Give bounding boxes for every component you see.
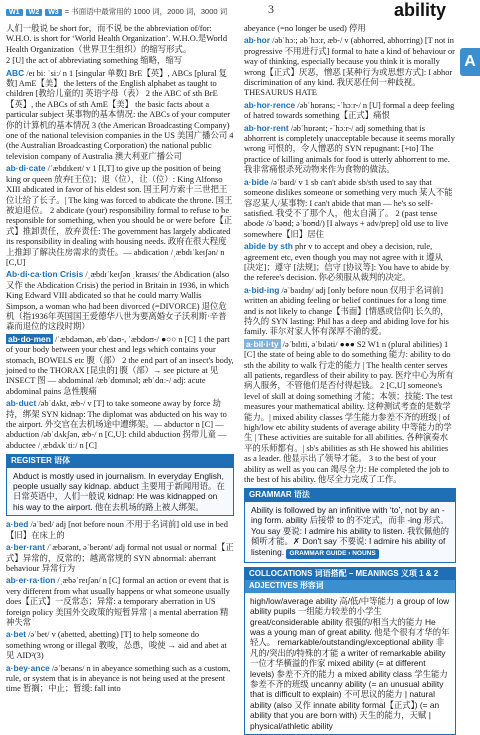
- entry-body: phr v to accept and obey a decision, rule, agreement etc, even though you may not agree with it 遵从 [决定]；遵守 [法规]；信守 [协议等]: You have to abide by the referee's decision. 你必须服从裁判的决定。: [244, 242, 450, 283]
- entry-body: /əbˈhɔː; əbˈhɔːr, æb-/ v (abhorred, abhorring) [T not in progressive 不用进行式] formal to hate a kind of behaviour or way of thinking, especially because you think it is morally wrong【正式】厌恶，憎恶 [某种行为或思想方式]: I abhor discrimination of any kind. 我厌恶任何一种歧视。 THESAURUS HATE: [244, 36, 455, 98]
- entry-ability: [244, 339, 456, 486]
- entry-aberration: [6, 575, 234, 628]
- headword: ABC: [6, 67, 25, 78]
- entry-abduct: [6, 398, 234, 451]
- headword: a·bey·ance: [6, 662, 50, 673]
- entry-text: 人们一般说 be short for，而不说 be the abbreviation of/for: W.H.O. is short for ‘World Health Organization’. W.H.O.是World Health Organization（世界卫生组织）的缩写形式。: [6, 24, 228, 54]
- letter-tab[interactable]: A: [460, 48, 480, 76]
- headword: Ab·di·ca·tion Crisis: [6, 269, 84, 280]
- entry-abiding: [244, 285, 456, 338]
- collocations-body: high/low/average ability 高/低/中等能力 a group of low ability pupils 一组能力较差的小学生 great/considerable ability 很强的/相当大的能力 He was a young man of great ability. 他是个很有才华的年轻人。 remarkable/outstanding/exceptional ability 非凡的/突出的/特殊的才能 a writer of remarkable ability 一位才华横溢的作家 mixed ability (= at different levels) 参差不齐的能力 a mixed ability class 学生能力参差不齐的班级 uncanny ability (= an unusual ability that is difficult to explain) 不可思议的能力 | natural ability (also 又作 innate ability formal【正式】) (= an ability that you are born with) 天生的能力，天赋 | physical/athletic ability: [250, 595, 450, 731]
- entry-body: /ˈæbdəmən, æbˈdəʊ-, ˈæbdoʊ-/ ●○○ n [C] 1 the part of your body between your chest and legs which contains your stomach, BOWELS etc 腹（部） 2 the end part of an insect's body, joined to the THORAX [昆虫的] 腹（部）→ see picture at 见 INSECT 图 — abdominal /æbˈdɒmɪnəl; æbˈdɑː-/ adj: acute abdominal pains 急性腹痛: [6, 334, 234, 396]
- legend-text: = 书面语中最常用的 1000 词，2000 词，3000 词: [64, 7, 228, 16]
- entry-body: /ˌæbdɪˈkeɪʃən ˌkraɪsɪs/ the Abdication (also 又作 the Abdication Crisis) the period in Britain in 1936, in which King Edward VIII abdicated so that he could marry Wallis Simpson, a woman who had been divorced (=DIVORCE) 退位危机（指1936年英国国王爱德华八世为要离婚女子沃利斯·辛普森而退位的这段时期）: [6, 270, 230, 332]
- entry-abide: [244, 177, 456, 240]
- entry-abc: [6, 68, 234, 163]
- headword: ab·duct: [6, 398, 37, 409]
- entry-body: /ˈæbərənt, əˈberənt/ adj formal not usual or normal【正式】异常的，反常的；越离常规的 SYN abnormal: aberrant behaviour 异常行为: [6, 543, 234, 573]
- entry-body: /əˈbed/ adj [not before noun 不用于名词前] old use in bed【旧】在床上的: [6, 520, 228, 540]
- entry-body: /əˈbeɪəns/ n in abeyance something such as a custom, rule, or system that is in abeyance is not being used at the present time 暂搁；中止；暂缓: fall into: [6, 663, 231, 694]
- entry-body: /əbˈhɒrənt; -ˈhɔːr-/ adj something that is abhorrent is completely unacceptable because it seems morally wrong 可恨的，令人憎恶的 SYN repugnant: [+to] The practice of killing animals for food is utterly abhorrent to me. 我非常痛恨杀死动物来作为食物的做法。: [244, 123, 455, 175]
- entry-body: /əˈbet/ v (abetted, abetting) [T] to help someone do something wrong or illegal 教唆，怂恿，唆使 → aid and abet at 见 AID²(3): [6, 630, 227, 661]
- headword: ab·do·men: [8, 333, 51, 344]
- entry-abdicate: [6, 163, 234, 268]
- register-box: [6, 454, 234, 516]
- entry-body: /ˌæbəˈreɪʃən/ n [C] formal an action or event that is very different from what usually happens or what someone usually does【正式】一反常态；异常: a temporary aberration in US foreign policy 美国外交政策的短暂异常 | a mental aberration 精神失常: [6, 576, 230, 627]
- guide-word: ability: [393, 0, 446, 20]
- entry-abed: [6, 519, 234, 541]
- register-title: REGISTER 语体: [7, 455, 233, 467]
- headword: ab·hor·rence: [244, 99, 296, 110]
- entry-abdomen: [6, 334, 234, 397]
- entry-body: /əˈbɪlɪti, əˈbɪləti/ ●●● S2 W1 n (plural abilities) 1 [C] the state of being able to do something 能力: ability to do sth the ability to walk 行走的能力 | The health center serves all patients, regardless of their ability to pay. 医疗中心为所有病人服务，不管他们是否付得起钱。 2 [C,U] someone's level of skill at doing something 才能；本领；技能: The test measures your mathematical ability. 这种测试考查的是数学能力。| mixed ability classes 学生能力参差不齐的班级 | of high/low etc ability students of average ability 中等能力的学生 | These activities are suitable for all abilities. 各种演奏水平的乐师都有。| sb's abilities as sth He showed his abilities as a leader. 他显示出了领导才能。 3 to the best of your ability as well as you can 竭尽全力: He completed the job to the best of his ability. 他尽全力完成了工作。: [244, 339, 454, 485]
- collocations-box: [244, 567, 456, 735]
- entry-body: /ˈæbdɪkeɪt/ v 1 [I,T] to give up the position of being king or queen 放弃[王位]；退（位），让（位）: King Alfonso XIII abdicated in favor of his eldest son. 国王阿方索十三世把王位让给了长子。| The king was forced to abdicate the throne. 国王被迫退位。 2 abdicate (your) responsibility formal to refuse to be responsible for something, when you should be or were before【正式】推卸责任，放弃责任: The government has largely abdicated its responsibility in dealing with housing needs. 政府在很大程度上推卸了解决住房需求的责任。— abdication /ˌæbdɪˈkeɪʃən/ n [C,U]: [6, 164, 233, 267]
- grammar-box: [244, 488, 456, 562]
- headword: ab·er·ra·tion: [6, 575, 56, 586]
- headword: ab·hor: [244, 35, 271, 46]
- frequency-legend: [6, 6, 227, 17]
- headword: a·bide: [244, 176, 269, 187]
- entry-abide-by: [244, 241, 456, 284]
- headword: a·ber·rant: [6, 542, 46, 553]
- entry-abdication-crisis: [6, 269, 234, 332]
- entry-body: /əˈbaɪdɪŋ/ adj [only before noun 仅用于名词前] written an abiding feeling or belief continues for a long time and is not likely to change【书面】[情感或信仰] 长久的，持久的 SYN lasting: Phil has a deep and abiding love for his family. 菲尔对家人怀有深厚不渝的爱。: [244, 285, 449, 337]
- entry-abhorrence: [244, 100, 456, 122]
- w3-badge: W3: [45, 9, 62, 16]
- entry-body: /əˈbaɪd/ v 1 sb can't abide sb/sth used to say that someone dislikes someone or something very much 某人不能容忍某人/某事物: I can't abide that man — he's so self-satisfied. 我受不了那个人，他太自满了。 2 (past tense abode /əˈbəʊd; əˈboʊd/) [I always + adv/prep] old use to live somewhere【旧】居住: [244, 177, 453, 239]
- entry-body: /əbˈdʌkt, æb-/ v [T] to take someone away by force 劫持，绑架 SYN kidnap: The diplomat was abducted on his way to the airport. 外交官在去机场途中遭绑架。— abductor n [C] — abduction /əbˈdʌkʃən, æb-/ n [C,U]: child abduction 拐带儿童 — abductee /ˌæbdʌkˈtiː/ n [C]: [6, 399, 227, 450]
- headword: abide by sth: [244, 241, 293, 252]
- w2-badge: W2: [26, 9, 43, 16]
- collocations-title: COLLOCATIONS 词语搭配 – MEANINGS 义项 1 & 2: [245, 568, 455, 580]
- grammar-text: Ability is followed by an infinitive with ‘to’, not by an -ing form. ability 后接带 to 的不定式，而非 -ing 形式。You say 要说: I admire his ability to listen. 我钦佩他的倾听才能。✗ Don't say 不要说: I admire his ability of listening.: [251, 504, 449, 557]
- page-header: [0, 0, 480, 22]
- w1-badge: W1: [6, 9, 23, 16]
- entry-abet: [6, 629, 234, 661]
- entry-text: abeyance (=no longer be used) 停用: [244, 24, 366, 33]
- headword: ab·di·cate: [6, 163, 46, 174]
- entry-abhorrent: [244, 123, 456, 176]
- headword: a·bed: [6, 519, 29, 530]
- register-body: Abduct is mostly used in journalism. In everyday English, people usually say kidnap. abduct 主要用于新闻用语。在日常英语中，人们一般说 kidnap: He was kidnapped on his way to the airport. 他在去机场的路上被人绑架。: [13, 470, 225, 512]
- grammar-body: [245, 502, 455, 559]
- entry-abhor: [244, 35, 456, 98]
- entry-abeyance: [6, 663, 234, 695]
- entry-text: 2 [U] the act of abbreviating something 缩略，缩写: [6, 56, 183, 66]
- right-column: [244, 24, 456, 735]
- headword: a·bid·ing: [244, 284, 280, 295]
- left-column: [6, 24, 234, 696]
- grammar-title: GRAMMAR 语法: [245, 489, 455, 501]
- entry-body: /eɪ biː ˈsiː/ n 1 [singular 单数] BrE【英】, ABCs [plural 复数] AmE【美】 the letters of the English alphabet as taught to children [教给儿童的] 英语字母（表） 2 the ABC of sth BrE【英】, the ABCs of sth AmE【美】 the basic facts about a particular subject 某事物的基本情况: the ABCs of your computer 你的计算机的基本情况 3 (the American Broadcasting Company) one of the national television companies in the US 美国广播公司 4 (the Australian Broadcasting Corporation) the national public television company of Australia 澳大利亚广播公司: [6, 68, 234, 161]
- grammar-guide-link[interactable]: GRAMMAR GUIDE › NOUNS: [286, 549, 378, 559]
- page-number: 3: [268, 2, 274, 16]
- headword: a·bil·i·ty: [246, 338, 279, 349]
- headword: ab·hor·rent: [244, 122, 289, 133]
- entry-aberrant: [6, 542, 234, 574]
- entry-body: /əbˈhɒrəns; -ˈhɔːr-/ n [U] formal a deep feeling of hatred towards something【正式】痛恨: [244, 100, 455, 121]
- collocations-subtitle: ADJECTIVES 形容词: [245, 580, 455, 592]
- headword: a·bet: [6, 629, 27, 640]
